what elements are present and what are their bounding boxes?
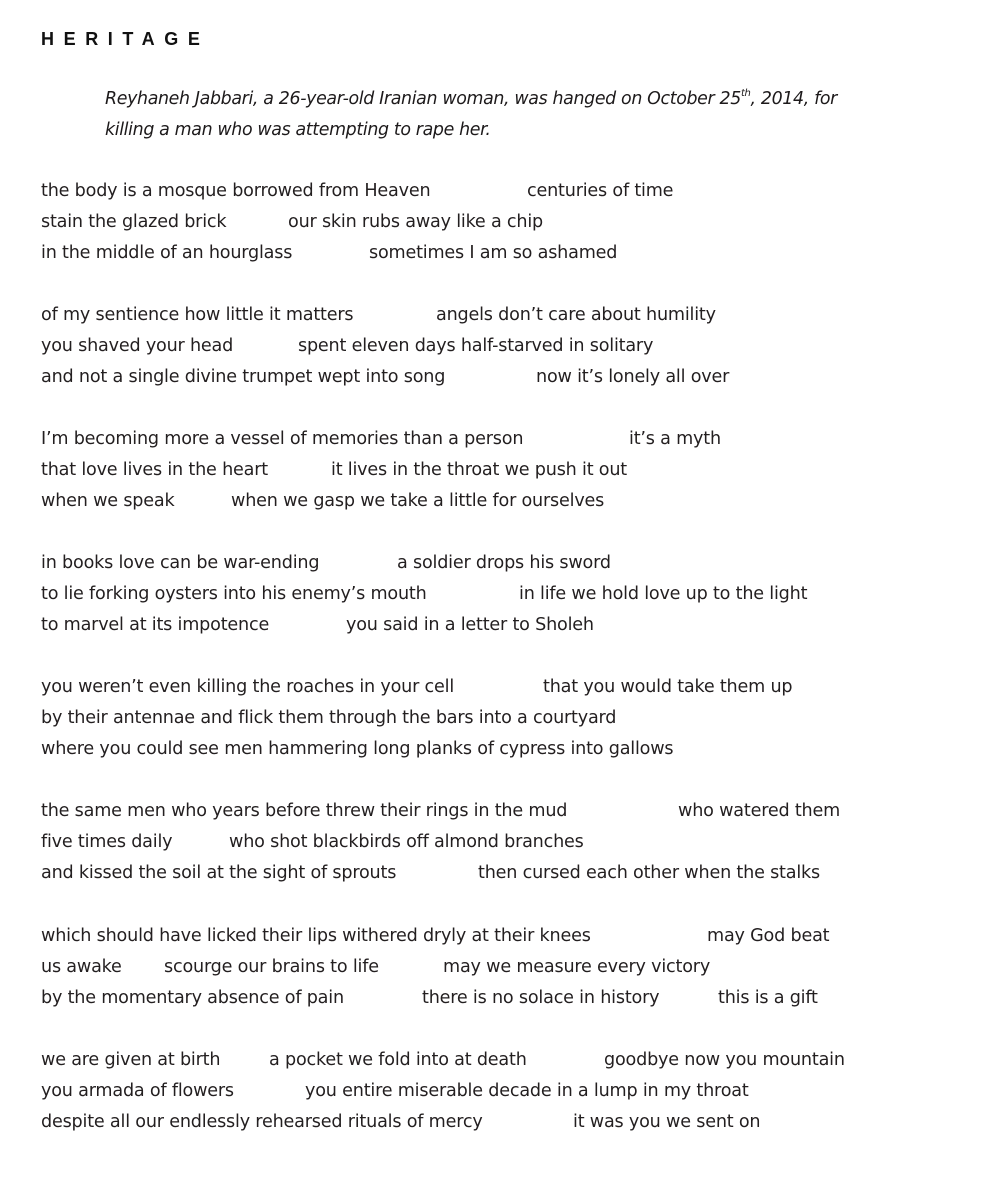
- line-segment: despite all our endlessly rehearsed rituals of mercy: [41, 1112, 483, 1132]
- line-segment: then cursed each other when the stalks: [478, 863, 820, 883]
- line-segment: our skin rubs away like a chip: [288, 212, 544, 232]
- line-segment: and kissed the soil at the sight of sprouts: [41, 863, 397, 883]
- poem-line: [41, 796, 981, 827]
- line-segment: you armada of flowers: [41, 1081, 234, 1101]
- line-segment: that you would take them up: [543, 677, 793, 697]
- poem-line: [41, 1076, 981, 1107]
- line-segment: which should have licked their lips withered dryly at their knees: [41, 926, 591, 946]
- line-segment: the body is a mosque borrowed from Heaven: [41, 181, 431, 201]
- ordinal-suffix: th: [740, 88, 751, 100]
- line-segment: you entire miserable decade in a lump in my throat: [305, 1081, 749, 1101]
- poem-line: [41, 1045, 981, 1076]
- line-segment: when we speak: [41, 491, 175, 511]
- line-segment: it lives in the throat we push it out: [331, 460, 628, 480]
- poem-line: [41, 455, 981, 486]
- line-segment: by the momentary absence of pain: [41, 988, 344, 1008]
- line-segment: it was you we sent on: [573, 1112, 761, 1132]
- poem-line: [41, 486, 981, 517]
- line-segment: and not a single divine trumpet wept into song: [41, 367, 446, 387]
- line-segment: you said in a letter to Sholeh: [346, 615, 594, 635]
- line-segment: in the middle of an hourglass: [41, 243, 293, 263]
- poem-line: [41, 207, 981, 238]
- poem-line: [41, 1107, 981, 1138]
- line-segment: in books love can be war-ending: [41, 553, 320, 573]
- poem-line: [41, 424, 981, 455]
- line-segment: a soldier drops his sword: [397, 553, 611, 573]
- line-segment: we are given at birth: [41, 1050, 221, 1070]
- poem-line: [41, 858, 981, 889]
- poem-line: [41, 331, 981, 362]
- epigraph-text: Reyhaneh Jabbari, a 26-year-old Iranian woman, was hanged on October 25: [105, 89, 741, 109]
- poem-line: [41, 610, 981, 641]
- line-segment: who watered them: [678, 801, 841, 821]
- line-segment: now it’s lonely all over: [536, 367, 730, 387]
- line-segment: goodbye now you mountain: [604, 1050, 845, 1070]
- line-segment: who shot blackbirds off almond branches: [229, 832, 584, 852]
- line-segment: by their antennae and flick them through the bars into a courtyard: [41, 708, 617, 728]
- line-segment: you weren’t even killing the roaches in your cell: [41, 677, 455, 697]
- line-segment: us awake: [41, 957, 122, 977]
- poem-line: [41, 300, 981, 331]
- poem-line: [41, 921, 981, 952]
- epigraph-line-2: killing a man who was attempting to rape her.: [105, 120, 491, 140]
- line-segment: may we measure every victory: [443, 957, 711, 977]
- poem-line: [41, 952, 981, 983]
- line-segment: centuries of time: [527, 181, 674, 201]
- poem-title: HERITAGE: [41, 29, 210, 49]
- poem-line: [41, 548, 981, 579]
- line-segment: to lie forking oysters into his enemy’s mouth: [41, 584, 427, 604]
- epigraph: [105, 84, 985, 146]
- poem-line: [41, 579, 981, 610]
- line-segment: of my sentience how little it matters: [41, 305, 354, 325]
- line-segment: there is no solace in history: [422, 988, 660, 1008]
- line-segment: you shaved your head: [41, 336, 234, 356]
- line-segment: that love lives in the heart: [41, 460, 268, 480]
- poem-line: [41, 827, 981, 858]
- line-segment: in life we hold love up to the light: [519, 584, 808, 604]
- line-segment: the same men who years before threw their rings in the mud: [41, 801, 568, 821]
- line-segment: stain the glazed brick: [41, 212, 227, 232]
- line-segment: five times daily: [41, 832, 173, 852]
- poem-line: [41, 983, 981, 1014]
- line-segment: this is a gift: [718, 988, 818, 1008]
- epigraph-line-1: [105, 89, 837, 109]
- line-segment: spent eleven days half-starved in solitary: [298, 336, 654, 356]
- epigraph-text: , 2014, for: [750, 89, 837, 109]
- line-segment: to marvel at its impotence: [41, 615, 270, 635]
- poem-line: [41, 672, 981, 703]
- poem-line: [41, 238, 981, 269]
- line-segment: when we gasp we take a little for ourselves: [231, 491, 605, 511]
- poem-line: [41, 362, 981, 393]
- poem-line: [41, 176, 981, 207]
- line-segment: I’m becoming more a vessel of memories than a person: [41, 429, 524, 449]
- line-segment: sometimes I am so ashamed: [369, 243, 618, 263]
- line-segment: may God beat: [707, 926, 830, 946]
- line-segment: a pocket we fold into at death: [269, 1050, 527, 1070]
- line-segment: where you could see men hammering long planks of cypress into gallows: [41, 739, 674, 759]
- line-segment: angels don’t care about humility: [436, 305, 716, 325]
- line-segment: scourge our brains to life: [164, 957, 379, 977]
- poem-line: [41, 703, 981, 734]
- line-segment: it’s a myth: [629, 429, 721, 449]
- poem-line: [41, 734, 981, 765]
